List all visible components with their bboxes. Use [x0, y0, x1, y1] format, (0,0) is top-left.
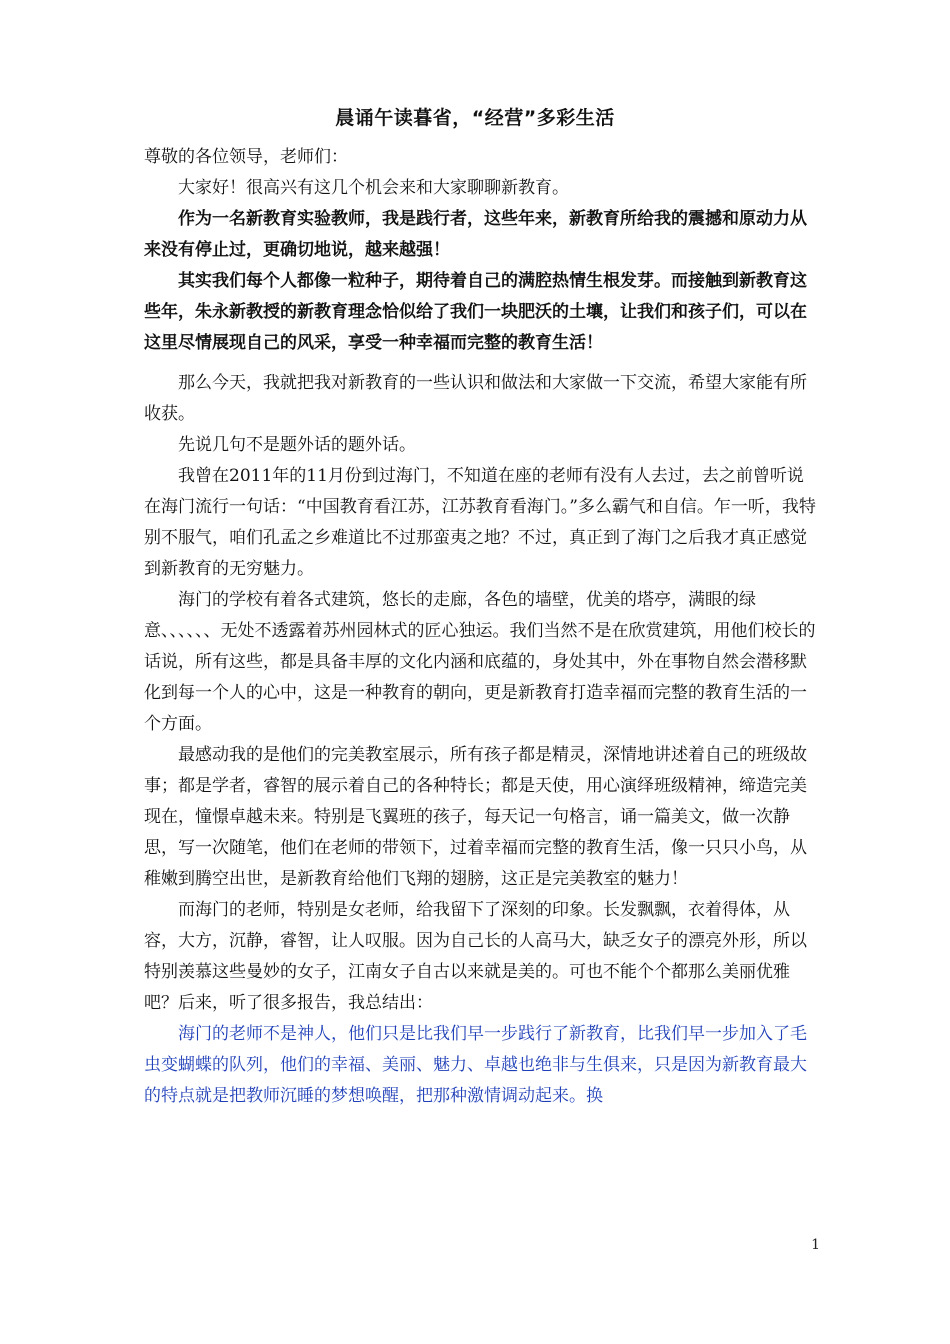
paragraph-practitioner: 作为一名新教育实验教师，我是践行者，这些年来，新教育所给我的震撼和原动力从来没有停止过，更确切地说，越来越强！ [144, 209, 807, 260]
paragraph-aside: 先说几句不是题外话的题外话。 [178, 435, 416, 455]
document-title: 晨诵午读暮省，“经营”多彩生活 [335, 107, 615, 129]
paragraph-haimen-schools: 海门的学校有着各式建筑，悠长的走廊，各色的墙壁，优美的塔亭，满眼的绿意、、、、、、无处不透露着苏州园林式的匠心独运。我们当然不是在欣赏建筑，用他们校长的话说，所有这些，都是具备丰厚的文化内涵和底蕴的，身处其中，外在事物自然会潜移默化到每一个人的心中，这是一种教育的朝向，更是新教育打造幸福而完整的教育生活的一个方面。 [144, 590, 816, 734]
paragraph-haimen-visit: 我曾在2011年的11月份到过海门，不知道在座的老师有没有人去过，去之前曾听说在海门流行一句话：“中国教育看江苏，江苏教育看海门。”多么霸气和自信。乍一听，我特别不服气，咱们孔孟之乡难道比不过那蛮夷之地？不过，真正到了海门之后我才真正感觉到新教育的无穷魅力。 [144, 466, 816, 579]
page-number: 1 [811, 1237, 820, 1253]
paragraph-haimen-teachers: 而海门的老师，特别是女老师，给我留下了深刻的印象。长发飘飘，衣着得体，从容，大方，沉静，睿智，让人叹服。因为自己长的人高马大，缺乏女子的漂亮外形，所以特别羡慕这些曼妙的女子，江南女子自古以来就是美的。可也不能个个都那么美丽优雅吧？后来，听了很多报告，我总结出： [144, 900, 807, 1013]
paragraph-today: 那么今天，我就把我对新教育的一些认识和做法和大家做一下交流，希望大家能有所收获。 [144, 373, 807, 424]
salutation: 尊敬的各位领导，老师们： [144, 147, 348, 167]
paragraph-perfect-classroom: 最感动我的是他们的完美教室展示，所有孩子都是精灵，深情地讲述着自己的班级故事；都是学者，睿智的展示着自己的各种特长；都是天使，用心演绎班级精神，缔造完美现在，憧憬卓越未来。特别是飞翼班的孩子，每天记一句格言，诵一篇美文，做一次静思，写一次随笔，他们在老师的带领下，过着幸福而完整的教育生活，像一只只小鸟，从稚嫩到腾空出世，是新教育给他们飞翔的翅膀，这正是完美教室的魅力！ [144, 745, 807, 889]
document-body [144, 142, 816, 1112]
paragraph-seed: 其实我们每个人都像一粒种子，期待着自己的满腔热情生根发芽。而接触到新教育这些年，朱永新教授的新教育理念恰似给了我们一块肥沃的土壤，让我们和孩子们，可以在这里尽情展现自己的风采，享受一种幸福而完整的教育生活！ [144, 271, 807, 353]
paragraph-conclusion: 海门的老师不是神人，他们只是比我们早一步践行了新教育，比我们早一步加入了毛虫变蝴蝶的队列，他们的幸福、美丽、魅力、卓越也绝非与生俱来，只是因为新教育最大的特点就是把教师沉睡的梦想唤醒，把那种激情调动起来。换 [144, 1024, 807, 1106]
paragraph-greeting: 大家好！很高兴有这几个机会来和大家聊聊新教育。 [178, 178, 569, 198]
